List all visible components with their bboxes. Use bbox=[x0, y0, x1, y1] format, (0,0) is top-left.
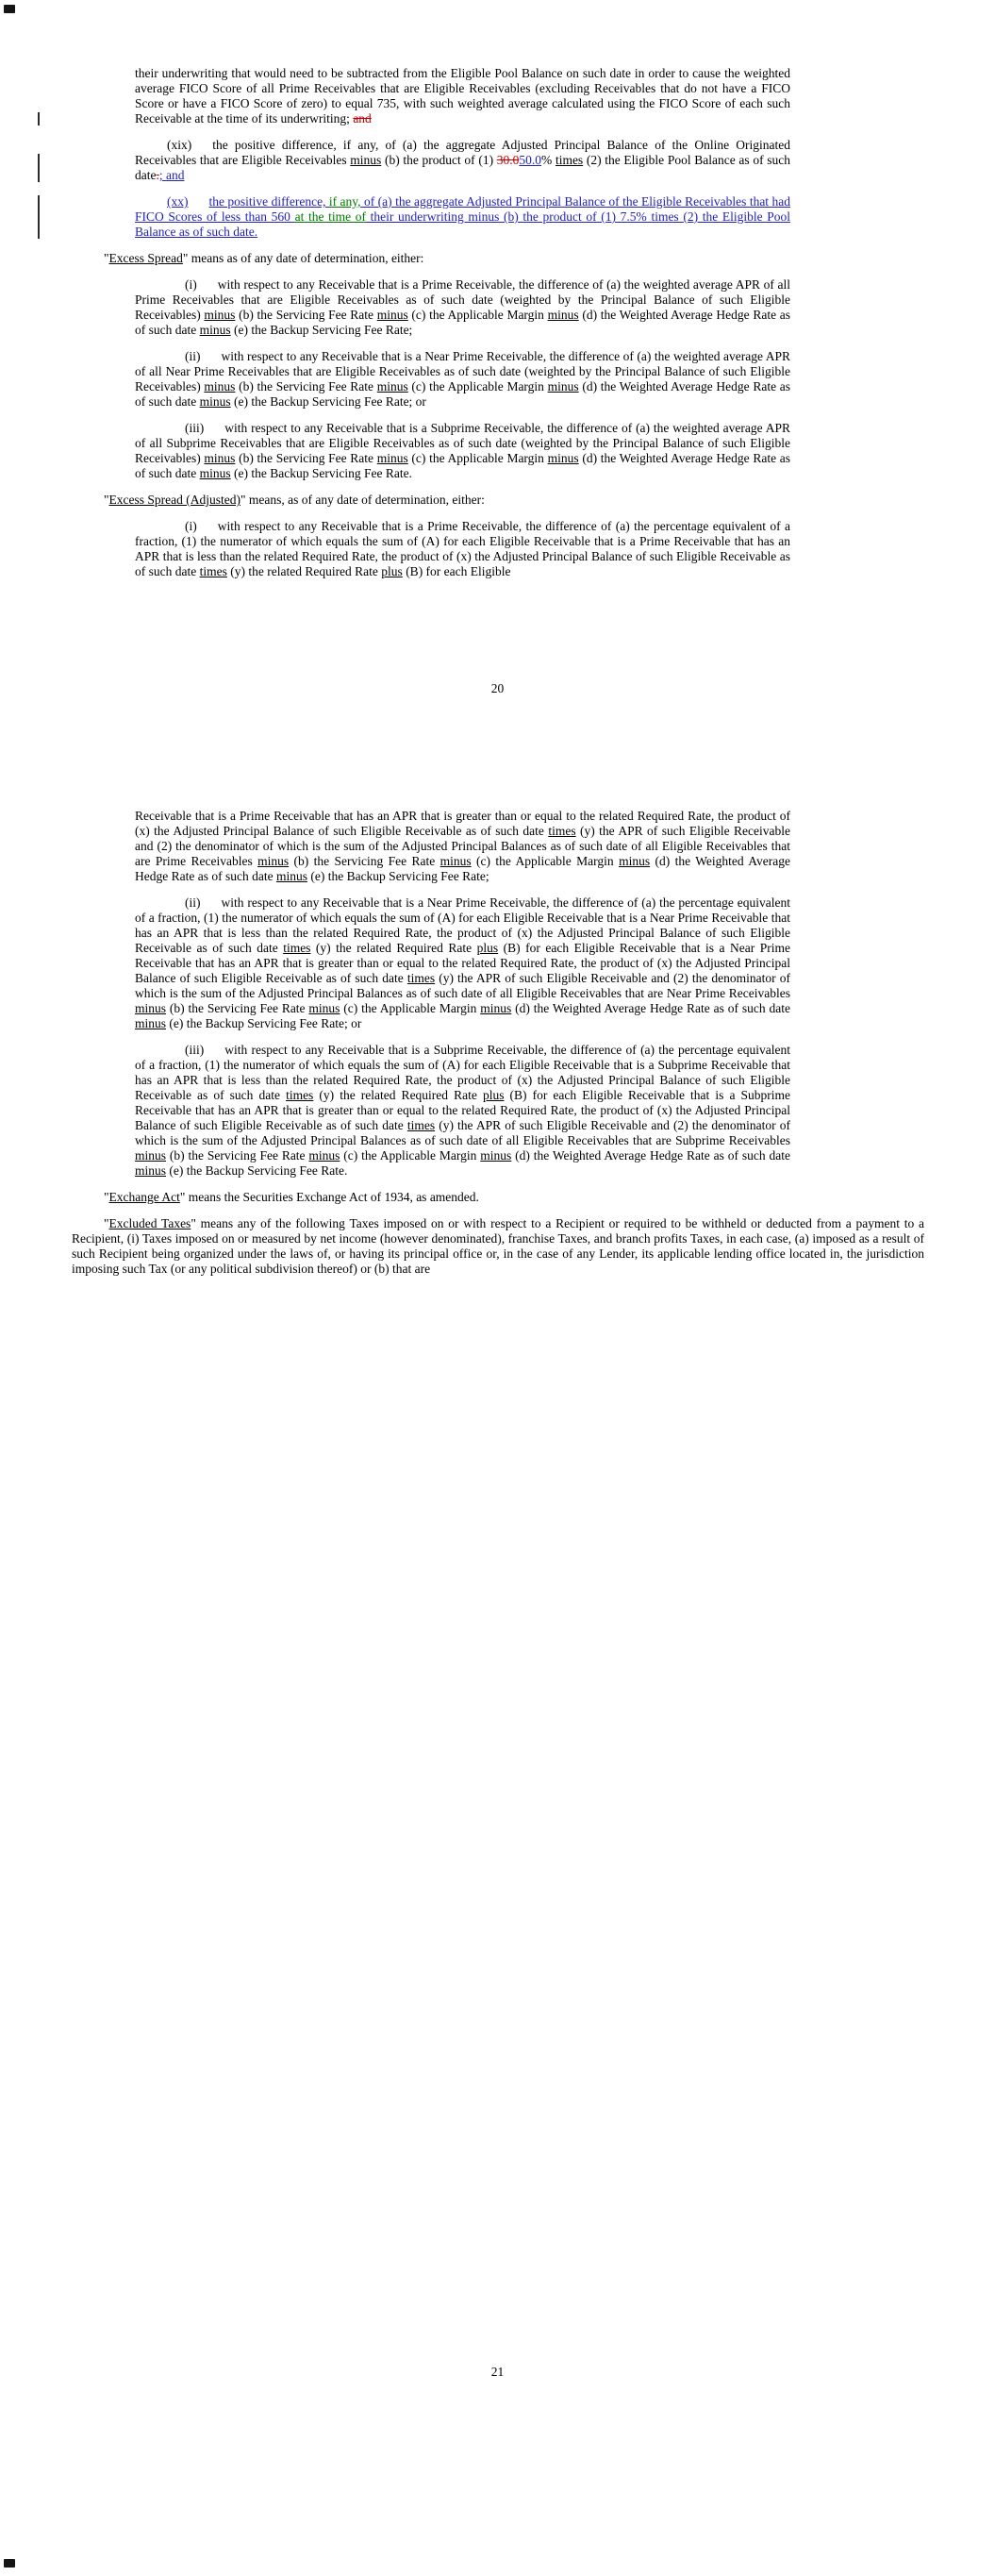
text-run: (y) the APR of such Eligible Receivable and (2) the denominator of which is the sum of the Adjusted Principal Balances as of such date of all Eligible Receivables that are Near Prime Receivables bbox=[135, 971, 790, 1000]
underlined-term: minus bbox=[547, 379, 579, 393]
text-run: (b) the Servicing Fee Rate bbox=[235, 379, 377, 393]
text-run: (B) for each Eligible bbox=[402, 564, 511, 578]
text-run: (i) bbox=[185, 519, 197, 533]
underlined-term: minus bbox=[135, 1148, 167, 1163]
underlined-term: Excess Spread bbox=[108, 251, 183, 265]
inserted-text: (xx) bbox=[167, 194, 189, 209]
underlined-term: minus bbox=[199, 323, 231, 337]
inserted-text-second-author: at the time of bbox=[294, 209, 366, 224]
underlined-term: minus bbox=[135, 1163, 167, 1178]
text-run: with respect to any Receivable that is a Near Prime Receivable, the difference of (a) the weighted average APR of all Near Prime Receivables that are Eligible Receivables as of such date (weighted by the Principal Balance of such Eligible Receivables) bbox=[135, 349, 790, 393]
text-run: % bbox=[541, 153, 556, 167]
text-run: with respect to any Receivable that is a Prime Receivable, the difference of (a) the percentage equivalent of a fraction, (1) the numerator of which equals the sum of (A) for each Eligible Receivable that is a Prime Receivable that has an APR that is less than the related Required Rate, the product of (x) the Adjusted Principal Balance of such Eligible Receivable as of such date bbox=[135, 519, 790, 578]
underlined-term: Excess Spread (Adjusted) bbox=[108, 493, 240, 507]
text-run: (e) the Backup Servicing Fee Rate; or bbox=[230, 394, 426, 409]
underlined-term: minus bbox=[204, 308, 236, 322]
text-run: (y) the related Required Rate bbox=[310, 941, 477, 955]
page-21-content bbox=[72, 809, 924, 1288]
underlined-term: plus bbox=[482, 1088, 505, 1102]
paragraph bbox=[135, 519, 790, 579]
underlined-term: times bbox=[199, 564, 227, 578]
text-run: (d) the Weighted Average Hedge Rate as of such date bbox=[135, 854, 790, 883]
text-run: with respect to any Receivable that is a Prime Receivable, the difference of (a) the weighted average APR of all Prime Receivables that are Eligible Receivables as of such date (weighted by the Principal Balance of such Eligible Receivables) bbox=[135, 277, 790, 322]
text-run: (b) the Servicing Fee Rate bbox=[289, 854, 440, 868]
scan-artifact-top bbox=[4, 5, 15, 13]
change-bar bbox=[38, 154, 40, 182]
paragraph bbox=[104, 493, 924, 508]
paragraph bbox=[104, 1190, 924, 1205]
underlined-term: minus bbox=[135, 1001, 167, 1015]
underlined-term: minus bbox=[257, 854, 290, 868]
paragraph bbox=[104, 251, 924, 266]
text-run: with respect to any Receivable that is a Near Prime Receivable, the difference of (a) the percentage equivalent of a fraction, (1) the numerator of which equals the sum of (A) for each Eligible Receivable that is a Near Prime Receivable that has an APR that is less than the related Required Rate, the product of (x) the Adjusted Principal Balance of such Eligible Receivable as of such date bbox=[135, 895, 790, 955]
text-run: (iii) bbox=[185, 1043, 205, 1057]
underlined-term: Excluded Taxes bbox=[108, 1216, 191, 1230]
underlined-term: minus bbox=[308, 1148, 340, 1163]
text-run: (y) the APR of such Eligible Receivable and (2) the denominator of which is the sum of the Adjusted Principal Balances as of such date of all Eligible Receivables that are Subprime Receivables bbox=[135, 1118, 790, 1147]
paragraph bbox=[135, 277, 790, 338]
underlined-term: minus bbox=[350, 153, 382, 167]
underlined-term: minus bbox=[199, 466, 231, 480]
underlined-term: minus bbox=[308, 1001, 340, 1015]
paragraph bbox=[135, 194, 790, 240]
text-run: " means the Securities Exchange Act of 1934, as amended. bbox=[179, 1190, 479, 1204]
text-run: (b) the Servicing Fee Rate bbox=[235, 308, 377, 322]
underlined-term: plus bbox=[476, 941, 499, 955]
underlined-term: times bbox=[548, 824, 576, 838]
text-run: (e) the Backup Servicing Fee Rate; bbox=[307, 869, 489, 883]
inserted-text: 50.0 bbox=[519, 153, 542, 167]
page-number-21: 21 bbox=[490, 2365, 505, 2379]
text-run: " means, as of any date of determination, either: bbox=[240, 493, 485, 507]
text-run: (c) the Applicable Margin bbox=[340, 1001, 481, 1015]
text-run: (d) the Weighted Average Hedge Rate as of such date bbox=[135, 379, 790, 409]
text-run: " means as of any date of determination, either: bbox=[182, 251, 424, 265]
deleted-text: and bbox=[353, 111, 372, 125]
scan-artifact-bottom bbox=[4, 2559, 15, 2568]
underlined-term: minus bbox=[480, 1148, 512, 1163]
text-run: " means any of the following Taxes imposed on or with respect to a Recipient or required to be withheld or deducted from a payment to a Recipient, (i) Taxes imposed on or measured by net income (however denominated), franchise Taxes, and branch profits Taxes, in each case, (a) imposed as a result of such Recipient being organized under the laws of, or having its principal office or, in the case of any Lender, its applicable lending office located in, the jurisdiction imposing such Tax (or any political subdivision thereof) or (b) that are bbox=[72, 1216, 924, 1276]
underlined-term: times bbox=[406, 971, 436, 985]
text-run: (b) the product of (1) bbox=[381, 153, 497, 167]
text-run: (e) the Backup Servicing Fee Rate; bbox=[230, 323, 413, 337]
underlined-term: minus bbox=[199, 394, 231, 409]
text-run: with respect to any Receivable that is a Subprime Receivable, the difference of (a) the percentage equivalent of a fraction, (1) the numerator of which equals the sum of (A) for each Eligible Receivable that is a Subprime Receivable that has an APR that is less than the related Required Rate, the product of (x) the Adjusted Principal Balance of such Eligible Receivable as of such date bbox=[135, 1043, 790, 1102]
paragraph bbox=[135, 809, 790, 884]
text-run: their underwriting that would need to be subtracted from the Eligible Pool Balance on such date in order to cause the weighted average FICO Score of all Prime Receivables that are Eligible Receivables (excluding Receivables that do not have a FICO Score or have a FICO Score of zero) to equal 735, with such weighted average calculated using the FICO Score of each such Receivable at the time of its underwriting; bbox=[135, 66, 790, 125]
underlined-term: minus bbox=[547, 451, 579, 465]
text-run: (ii) bbox=[185, 895, 201, 910]
underlined-term: minus bbox=[376, 451, 408, 465]
text-run: (y) the APR of such Eligible Receivable and (2) the denominator of which is the sum of the Adjusted Principal Balances as of such date of all Eligible Receivables that are Prime Receivables bbox=[135, 824, 790, 868]
text-run: (2) the Eligible Pool Balance as of such date bbox=[135, 153, 790, 182]
text-run: (d) the Weighted Average Hedge Rate as of such date bbox=[511, 1148, 790, 1163]
text-run: (e) the Backup Servicing Fee Rate. bbox=[230, 466, 412, 480]
text-run: (c) the Applicable Margin bbox=[407, 308, 548, 322]
underlined-term: minus bbox=[376, 379, 408, 393]
text-run: (e) the Backup Servicing Fee Rate; or bbox=[166, 1016, 362, 1030]
text-run: with respect to any Receivable that is a Subprime Receivable, the difference of (a) the weighted average APR of all Subprime Receivables that are Eligible Receivables as of such date (weighted by the Principal Balance of such Eligible Receivables) bbox=[135, 421, 790, 465]
text-run: (B) for each Eligible Receivable that is a Near Prime Receivable that has an APR that is greater than or equal to the related Required Rate, the product of (x) the Adjusted Principal Balance of such Eligible Receivable as of such date bbox=[135, 941, 790, 985]
text-run: " bbox=[104, 1190, 109, 1204]
underlined-term: minus bbox=[204, 379, 236, 393]
change-bar bbox=[38, 112, 40, 125]
text-run: (B) for each Eligible Receivable that is a Subprime Receivable that has an APR that is greater than or equal to the related Required Rate, the product of (x) the Adjusted Principal Balance of such Eligible Receivable as of such date bbox=[135, 1088, 791, 1132]
underlined-term: times bbox=[286, 1088, 314, 1102]
text-run: (xix) bbox=[167, 138, 192, 152]
underlined-term: minus bbox=[275, 869, 307, 883]
inserted-text: the positive difference, bbox=[208, 194, 329, 209]
inserted-text: ; and bbox=[158, 168, 185, 182]
deleted-text: 30.0 bbox=[496, 153, 520, 167]
text-run: (b) the Servicing Fee Rate bbox=[166, 1001, 309, 1015]
inserted-text-second-author: if any, bbox=[328, 194, 361, 209]
underlined-term: times bbox=[406, 1118, 436, 1132]
page-20-blocks bbox=[72, 66, 924, 579]
text-run: (b) the Servicing Fee Rate bbox=[166, 1148, 309, 1163]
text-run: (c) the Applicable Margin bbox=[407, 379, 548, 393]
page-20-content bbox=[72, 66, 924, 591]
page-number-20: 20 bbox=[490, 681, 505, 695]
paragraph bbox=[135, 421, 790, 481]
underlined-term: times bbox=[283, 941, 311, 955]
paragraph bbox=[72, 1216, 924, 1277]
paragraph bbox=[135, 66, 790, 126]
underlined-term: plus bbox=[381, 564, 403, 578]
paragraph bbox=[135, 138, 790, 183]
text-run: (e) the Backup Servicing Fee Rate. bbox=[166, 1163, 348, 1178]
page-21-blocks bbox=[72, 809, 924, 1277]
underlined-term: minus bbox=[480, 1001, 512, 1015]
text-run: (d) the Weighted Average Hedge Rate as of such date bbox=[135, 451, 790, 480]
text-run: (c) the Applicable Margin bbox=[407, 451, 548, 465]
text-run: (d) the Weighted Average Hedge Rate as of such date bbox=[135, 308, 790, 337]
text-run: (y) the related Required Rate bbox=[226, 564, 382, 578]
underlined-term: minus bbox=[376, 308, 408, 322]
paragraph bbox=[135, 349, 790, 410]
underlined-term: minus bbox=[619, 854, 651, 868]
underlined-term: minus bbox=[547, 308, 579, 322]
underlined-term: Exchange Act bbox=[108, 1190, 180, 1204]
text-run: " bbox=[104, 1216, 109, 1230]
text-run: the positive difference, if any, of (a) the aggregate Adjusted Principal Balance of the Online Originated Receivables that are Eligible Receivables bbox=[135, 138, 790, 167]
text-run: (c) the Applicable Margin bbox=[471, 854, 620, 868]
text-run: (iii) bbox=[185, 421, 205, 435]
text-run: (b) the Servicing Fee Rate bbox=[235, 451, 377, 465]
text-run: " bbox=[104, 251, 109, 265]
text-run: Receivable that is a Prime Receivable that has an APR that is greater than or equal to the related Required Rate, the product of (x) the Adjusted Principal Balance of such Eligible Receivable as of such date bbox=[135, 809, 790, 838]
paragraph bbox=[135, 895, 790, 1031]
underlined-term: minus bbox=[204, 451, 236, 465]
underlined-term: minus bbox=[439, 854, 472, 868]
underlined-term: minus bbox=[135, 1016, 167, 1030]
inserted-text: of (a) the aggregate Adjusted Principal Balance of the Eligible Receivables that had FICO Scores of less than 560 bbox=[135, 194, 790, 224]
text-run: (c) the Applicable Margin bbox=[340, 1148, 481, 1163]
text-run: (i) bbox=[185, 277, 197, 292]
paragraph bbox=[135, 1043, 790, 1179]
text-run: (ii) bbox=[185, 349, 201, 363]
text-run: " bbox=[104, 493, 109, 507]
change-bar bbox=[38, 195, 40, 239]
underlined-term: times bbox=[555, 153, 584, 167]
deleted-text: . bbox=[156, 168, 159, 182]
text-run: (y) the related Required Rate bbox=[313, 1088, 483, 1102]
inserted-text: their underwriting minus (b) the product of (1) 7.5% times (2) the Eligible Pool Balance as of such date. bbox=[135, 209, 790, 239]
text-run: (d) the Weighted Average Hedge Rate as of such date bbox=[511, 1001, 790, 1015]
